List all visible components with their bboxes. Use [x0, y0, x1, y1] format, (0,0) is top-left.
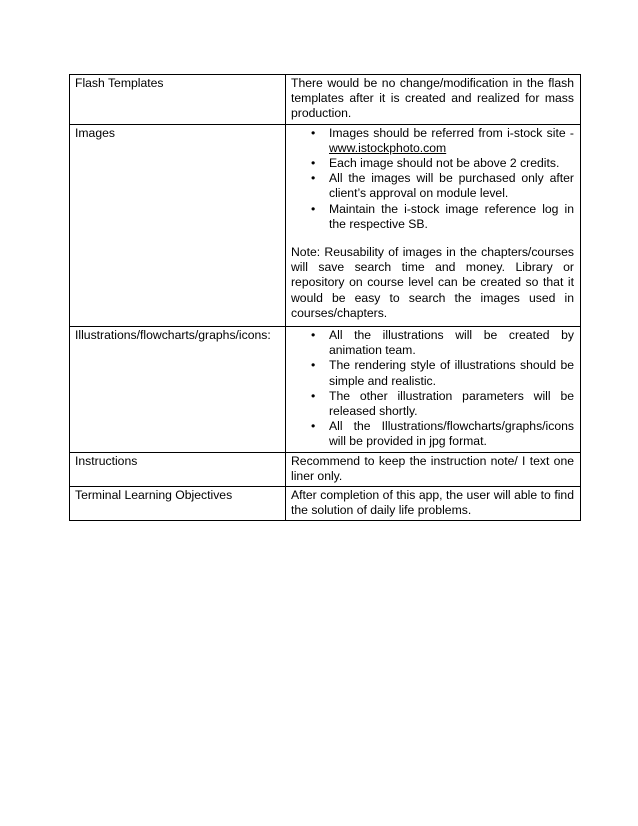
table-row-terminal-learning-objectives: [70, 487, 581, 521]
row-label: Images: [70, 124, 286, 326]
row-label: Illustrations/flowcharts/graphs/icons:: [70, 327, 286, 453]
row-label: Instructions: [70, 452, 286, 486]
list-item: • All the images will be purchased only after client’s approval on module level.: [291, 171, 574, 201]
list-item: [291, 126, 574, 156]
table-row-images: [70, 124, 581, 326]
row-description: There would be no change/modification in the flash templates after it is created and realized for mass production.: [286, 75, 581, 125]
specification-table: [69, 74, 581, 521]
row-description: Recommend to keep the instruction note/ I text one liner only.: [286, 452, 581, 486]
list-item: • All the Illustrations/flowcharts/graphs/icons will be provided in jpg format.: [291, 419, 574, 449]
row-description: [286, 327, 581, 453]
table-row-illustrations: [70, 327, 581, 453]
list-item: • All the illustrations will be created by animation team.: [291, 328, 574, 358]
illustrations-bullet-list: [291, 328, 574, 450]
row-description: [286, 124, 581, 326]
images-bullet-list: [291, 126, 574, 232]
list-item: • The other illustration parameters will be released shortly.: [291, 389, 574, 419]
list-item: • The rendering style of illustrations should be simple and realistic.: [291, 358, 574, 388]
istockphoto-link[interactable]: www.istockphoto.com: [329, 140, 447, 155]
table-row-flash-templates: [70, 75, 581, 125]
row-label: Terminal Learning Objectives: [70, 487, 286, 521]
reusability-note: Note: Reusability of images in the chapters/courses will save search time and money. Library or repository on course level can be created so that it would be easy to search the images used in courses/chapters.: [291, 245, 574, 320]
list-item: • Each image should not be above 2 credits.: [291, 156, 574, 171]
row-description: After completion of this app, the user will able to find the solution of daily life problems.: [286, 487, 581, 521]
row-label: Flash Templates: [70, 75, 286, 125]
list-item: • Maintain the i-stock image reference log in the respective SB.: [291, 202, 574, 232]
table-row-instructions: [70, 452, 581, 486]
bullet-text: Images should be referred from i-stock site -: [329, 125, 574, 140]
